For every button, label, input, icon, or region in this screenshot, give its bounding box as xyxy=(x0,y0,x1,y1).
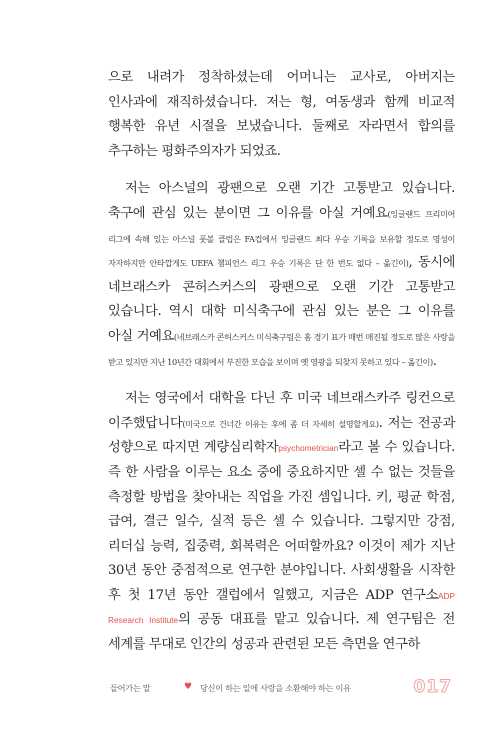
page-number: 017 xyxy=(413,677,452,697)
paragraph-2-text-a: 저는 아스널의 광팬으로 오랜 기간 고통받고 있습니다. 축구에 관심 있는 분이면 그 이유를 아실 거예요 xyxy=(108,181,455,221)
paragraph-1 xyxy=(108,66,455,164)
page-footer xyxy=(110,677,452,699)
paragraph-3-text-c: 라고 볼 수 있습니다. 즉 한 사람을 이루는 요소 중에 중요하지만 셀 수 없는 것들을 측정할 방법을 찾아내는 직업을 가진 셈입니다. 키, 평균 학점, 급여, 결근 일수, 실적 등은 셀 수 있습니다. 그렇지만 강점, 리더십 능력, 집중력, 회복력은 어떠할까요? 이것이 제가 지난 30년 동안 중점적으로 연구한 분야입니다. 사회생활을 시작한 후 첫 17년 동안 갤럽에서 일했고, 지금은 ADP 연구소 xyxy=(108,440,456,603)
term-adp-research-institute: ADP Research Institute xyxy=(108,590,455,626)
paragraph-3-text-a: 저는 영국에서 대학을 다닌 후 미국 네브래스카주 링컨으로 이주했답니다 xyxy=(108,391,455,431)
heart-icon: ♥ xyxy=(184,682,193,692)
translator-note-nebraska: (네브래스카 콘허스커스 미식축구팀은 홈 경기 표가 매번 매진될 정도로 많은 사랑을 받고 있지만 지난 10년간 대회에서 부진한 모습을 보이며 옛 영광을 되찾지 못하고 있다 – 옮긴이) xyxy=(108,331,455,367)
paragraph-3-text-d: 의 공동 대표를 맡고 있습니다. 제 연구팀은 전 세계를 무대로 인간의 성공과 관련된 모든 측면을 연구하 xyxy=(108,612,455,653)
paragraph-3 xyxy=(108,387,455,658)
paragraph-1-text: 으로 내려가 정착하셨는데 어머니는 교사로, 아버지는 인사과에 재직하셨습니다. 저는 형, 여동생과 함께 비교적 행복한 유년 시절을 보냈습니다. 둘째로 자라면서 합의를 추구하는 평화주의자가 되었죠. xyxy=(108,70,455,159)
paragraph-2 xyxy=(108,177,455,374)
term-psychometrician: psychometrician xyxy=(278,443,339,454)
author-note-usa: (미국으로 건너간 이유는 후에 좀 더 자세히 설명할게요) xyxy=(182,418,379,429)
paragraph-2-text-b: , 동시에 네브래스카 콘허스커스의 광팬으로 오랜 기간 고통받고 있습니다. 역시 대학 미식축구에 관심 있는 분은 그 이유를 아실 거예요 xyxy=(108,255,455,344)
paragraph-3-text-b: . 저는 전공과 성향으로 따지면 계량심리학자 xyxy=(108,415,455,456)
page-body xyxy=(108,66,455,658)
translator-note-arsenal: (잉글랜드 프리미어 리그에 속해 있는 아스널 풋볼 클럽은 FA컵에서 잉글랜드 최다 우승 기록을 보유할 정도로 명성이 자자하지만 안타깝게도 UEFA 챔피언스 리그 우승 기록은 단 한 번도 없다 – 옮긴이) xyxy=(108,208,455,269)
running-head-book-section: 들어가는 말 xyxy=(110,683,151,693)
paragraph-2-text-c: . xyxy=(432,353,437,369)
running-head-chapter-title: 당신이 하는 일에 사랑을 소환해야 하는 이유 xyxy=(200,683,351,693)
